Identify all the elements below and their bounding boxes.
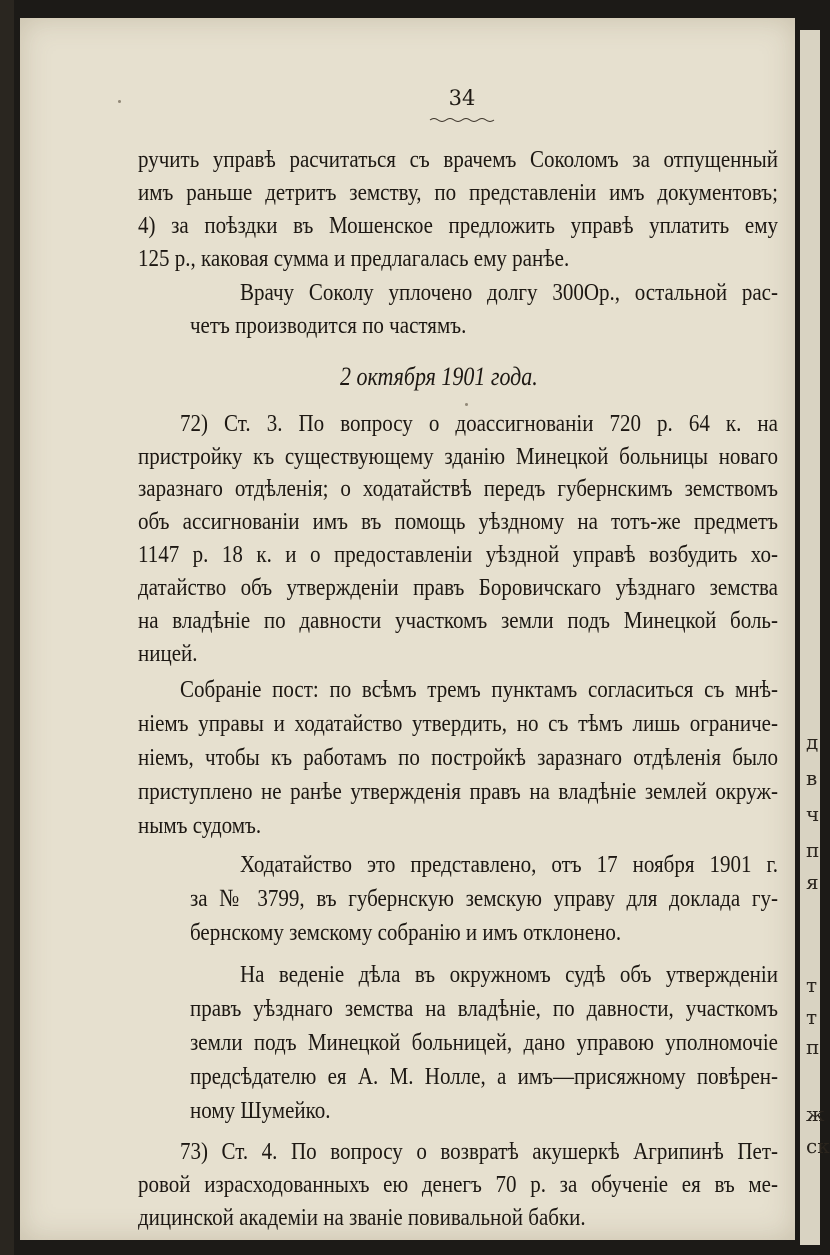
text-line: пристройку къ существующему зданію Минецкой больницы новаго — [138, 441, 778, 470]
adjacent-page-char: п — [806, 1035, 820, 1059]
adjacent-page-edge — [800, 30, 830, 1245]
adjacent-page-char: ч — [806, 802, 820, 826]
scan-background-left — [0, 0, 14, 1255]
note-line: На веденіе дѣла въ окружномъ судѣ объ утвержденіи — [240, 959, 778, 988]
note-line: Врачу Соколу уплочено долгу 300Ор., остальной рас- — [240, 277, 778, 306]
note-line: Ходатайство это представлено, отъ 17 ноября 1901 г. — [240, 849, 778, 878]
text-line: 1147 р. 18 к. и о предоставленіи уѣздной управѣ возбудить хо- — [138, 539, 778, 568]
adjacent-page-char: т — [806, 973, 818, 997]
ink-speck — [465, 403, 468, 406]
text-line: на владѣніе по давности участкомъ земли подъ Минецкой боль- — [138, 605, 778, 634]
page-number-ornament — [430, 117, 494, 123]
text-line: 73) Ст. 4. По вопросу о возвратѣ акушеркѣ Агрипинѣ Пет- — [180, 1136, 778, 1165]
text-line: ручить управѣ расчитаться съ врачемъ Соколомъ за отпущенный — [138, 144, 778, 173]
adjacent-page-char: ж — [806, 1102, 825, 1126]
text-line: 72) Ст. 3. По вопросу о доассигнованіи 720 р. 64 к. на — [180, 408, 778, 437]
adjacent-page-char: я — [806, 870, 819, 894]
date-heading: 2 октября 1901 года. — [340, 361, 538, 392]
text-line: 125 р., каковая сумма и предлагалась ему ранѣе. — [138, 243, 570, 272]
text-line: объ ассигнованіи имъ въ помощь уѣздному на тотъ-же предметъ — [138, 506, 778, 535]
text-line: ровой израсходованныхъ ею денегъ 70 р. за обученіе ея въ ме- — [138, 1169, 778, 1198]
text-line: заразнаго отдѣленія; о ходатайствѣ передъ губернскимъ земствомъ — [138, 473, 778, 502]
note-line: земли подъ Минецкой больницей, дано управою уполномочіе — [190, 1027, 778, 1056]
text-line: приступлено не ранѣе утвержденія правъ на владѣніе землей окруж- — [138, 776, 778, 805]
text-line: нымъ судомъ. — [138, 810, 262, 839]
text-line: 4) за поѣздки въ Мошенское предложить управѣ уплатить ему — [138, 210, 778, 239]
note-line: ному Шумейко. — [190, 1095, 331, 1124]
note-line: за № 3799, въ губернскую земскую управу для доклада гу- — [190, 883, 778, 912]
adjacent-page-char: ск — [806, 1134, 830, 1158]
note-line: правъ уѣзднаго земства на владѣніе, по давности, участкомъ — [190, 993, 778, 1022]
text-line: датайство объ утвержденіи правъ Боровичскаго уѣзднаго земства — [138, 572, 778, 601]
note-line: бернскому земскому собранію и имъ отклонено. — [190, 917, 622, 946]
page-number: 34 — [448, 86, 476, 110]
adjacent-page-char: т — [806, 1005, 818, 1029]
text-line: дицинской академіи на званіе повивальной бабки. — [138, 1202, 586, 1231]
adjacent-page-char: в — [806, 766, 818, 790]
text-line: имъ раньше детритъ земству, по представленіи имъ документовъ; — [138, 177, 778, 206]
text-line: Собраніе пост: по всѣмъ тремъ пунктамъ согласиться съ мнѣ- — [180, 674, 778, 703]
note-line: предсѣдателю ея А. М. Нолле, а имъ—присяжному повѣрен- — [190, 1061, 778, 1090]
text-line: ніемъ управы и ходатайство утвердить, но съ тѣмъ лишь ограниче- — [138, 708, 778, 737]
text-line: ніемъ, чтобы къ работамъ по постройкѣ заразнаго отдѣленія было — [138, 742, 778, 771]
note-line: четъ производится по частямъ. — [190, 310, 467, 339]
text-line: ницей. — [138, 638, 198, 667]
ink-speck — [118, 100, 121, 103]
adjacent-page-char: п — [806, 838, 820, 862]
adjacent-page-char: д — [806, 730, 819, 754]
